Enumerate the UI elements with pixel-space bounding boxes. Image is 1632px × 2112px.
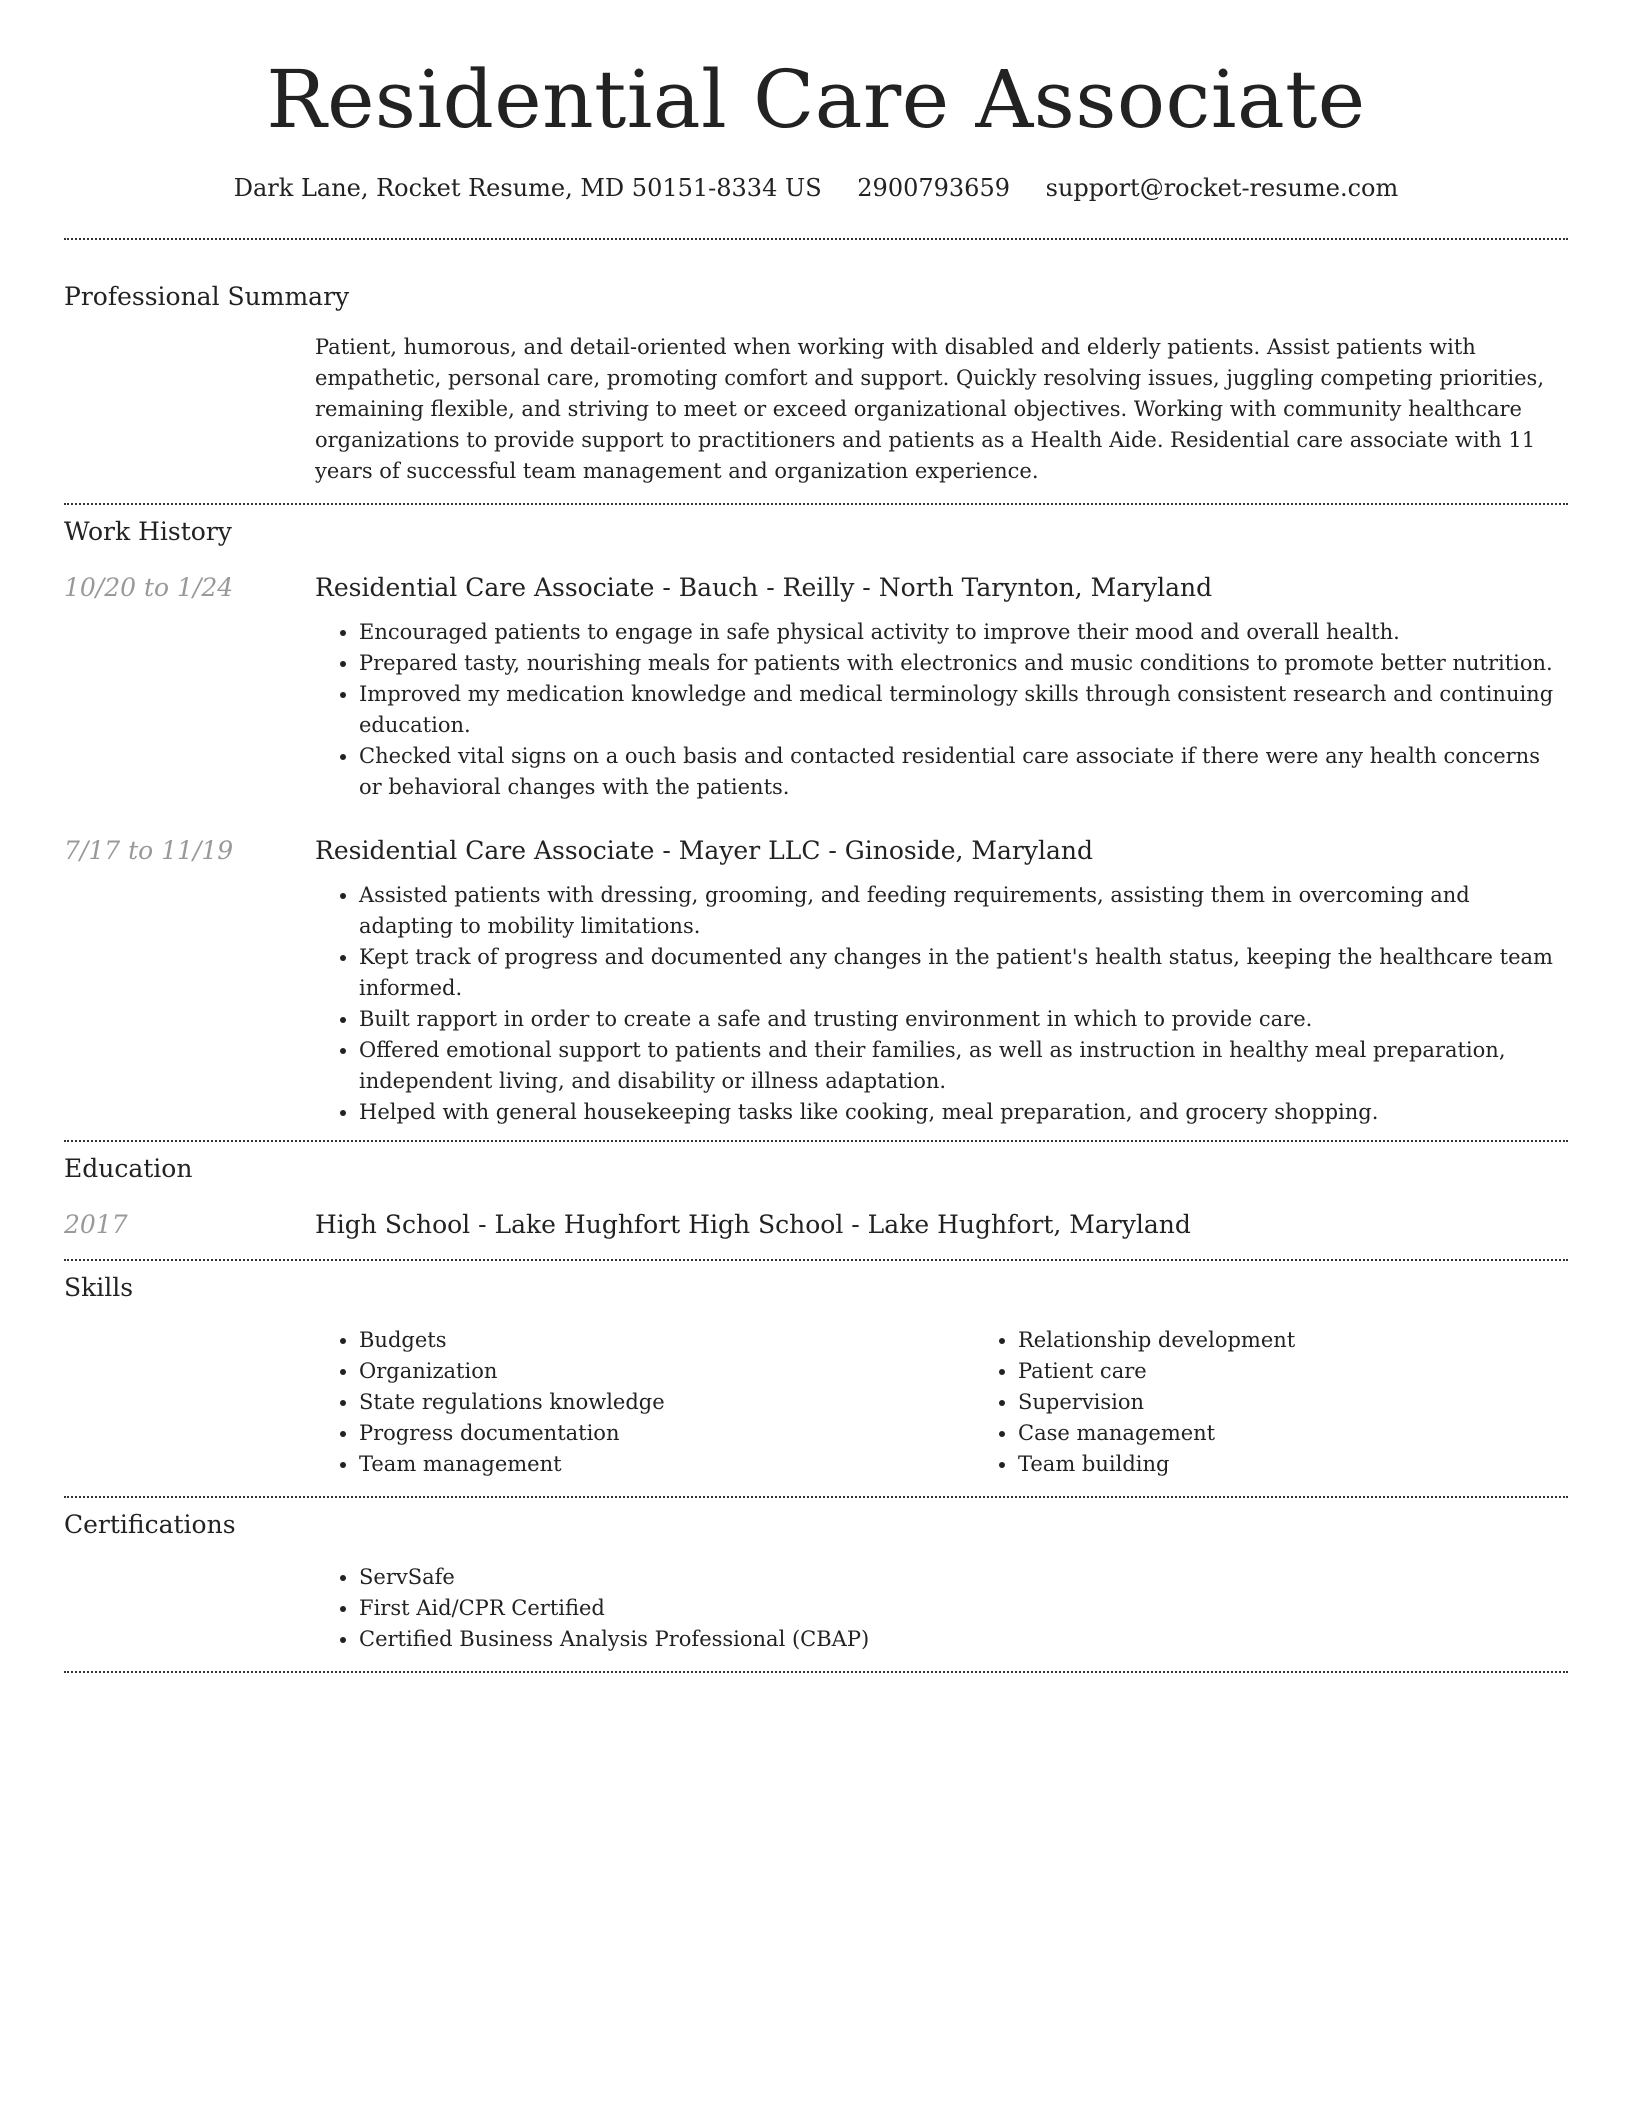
contact-line <box>64 172 1568 204</box>
skill-item: • State regulations knowledge <box>359 1387 974 1418</box>
skill-item: • Organization <box>359 1356 974 1387</box>
list-item: • Offered emotional support to patients and their families, as well as instruction in healthy meal preparation, independent living, and disability or illness adaptation. <box>359 1035 1568 1097</box>
divider <box>64 1496 1568 1498</box>
list-item: • Prepared tasty, nourishing meals for patients with electronics and music conditions to promote better nutrition. <box>359 648 1568 679</box>
section-title-skills: Skills <box>64 1273 134 1302</box>
divider <box>64 1671 1568 1673</box>
section-title-education: Education <box>64 1154 193 1183</box>
list-item: • Encouraged patients to engage in safe physical activity to improve their mood and overall health. <box>359 617 1568 648</box>
section-title-certifications: Certifications <box>64 1510 236 1539</box>
job-dates: 7/17 to 11/19 <box>64 836 234 865</box>
skill-item: • Relationship development <box>1018 1325 1632 1356</box>
section-title-summary: Professional Summary <box>64 282 350 311</box>
divider <box>64 1259 1568 1261</box>
candidate-name: Residential Care Associate <box>266 53 1366 146</box>
summary-section <box>64 280 1568 487</box>
list-item: • Checked vital signs on a ouch basis and contacted residential care associate if there were any health concerns or behavioral changes with the patients. <box>359 741 1568 803</box>
job-heading: Residential Care Associate - Bauch - Reilly - North Tarynton, Maryland <box>315 573 1213 602</box>
skill-item: • Patient care <box>1018 1356 1632 1387</box>
education-heading: High School - Lake Hughfort High School - Lake Hughfort, Maryland <box>315 1210 1191 1239</box>
section-title-work-history: Work History <box>64 517 232 546</box>
certification-item: • ServSafe <box>359 1562 1568 1593</box>
contact-address: Dark Lane, Rocket Resume, MD 50151-8334 US <box>233 174 822 202</box>
skill-item: • Supervision <box>1018 1387 1632 1418</box>
education-year: 2017 <box>64 1210 128 1239</box>
certification-item: • First Aid/CPR Certified <box>359 1593 1568 1624</box>
divider <box>64 1140 1568 1142</box>
job-dates: 10/20 to 1/24 <box>64 573 234 602</box>
education-section <box>64 1152 1568 1242</box>
divider <box>64 238 1568 240</box>
skill-item: • Budgets <box>359 1325 974 1356</box>
certifications-list <box>315 1562 1568 1655</box>
list-item: • Improved my medication knowledge and medical terminology skills through consistent research and continuing education. <box>359 679 1568 741</box>
contact-phone: 2900793659 <box>857 174 1010 202</box>
list-item: • Assisted patients with dressing, grooming, and feeding requirements, assisting them in overcoming and adapting to mobility limitations. <box>359 880 1568 942</box>
skill-item: • Progress documentation <box>359 1418 974 1449</box>
job-entry <box>64 571 1568 803</box>
skill-item: • Team management <box>359 1449 974 1480</box>
resume-page <box>64 0 1568 1673</box>
skill-item: • Team building <box>1018 1449 1632 1480</box>
job-bullets <box>315 880 1568 1128</box>
certification-item: • Certified Business Analysis Professional (CBAP) <box>359 1624 1568 1655</box>
summary-text: Patient, humorous, and detail-oriented when working with disabled and elderly patients. Assist patients with empathetic, personal care, promoting comfort and support. Quickly resolving issues, juggling competing priorities, remaining flexible, and striving to meet or exceed organizational objectives. Working with community healthcare organizations to provide support to practitioners and patients as a Health Aide. Residential care associate with 11 years of successful team management and organization experience. <box>315 335 1545 483</box>
contact-email: support@rocket-resume.com <box>1045 174 1399 202</box>
skill-item: • Case management <box>1018 1418 1632 1449</box>
job-heading: Residential Care Associate - Mayer LLC - Ginoside, Maryland <box>315 836 1094 865</box>
list-item: • Built rapport in order to create a safe and trusting environment in which to provide care. <box>359 1004 1568 1035</box>
job-entry <box>64 834 1568 1128</box>
list-item: • Kept track of progress and documented any changes in the patient's health status, keeping the healthcare team informed. <box>359 942 1568 1004</box>
list-item: • Helped with general housekeeping tasks like cooking, meal preparation, and grocery shopping. <box>359 1097 1568 1128</box>
job-bullets <box>315 617 1568 803</box>
certifications-section <box>64 1508 1568 1655</box>
divider <box>64 503 1568 505</box>
skills-column-2 <box>974 1325 1632 1480</box>
skills-column-1 <box>315 1325 974 1480</box>
work-history-section <box>64 515 1568 1128</box>
skills-section <box>64 1271 1568 1480</box>
